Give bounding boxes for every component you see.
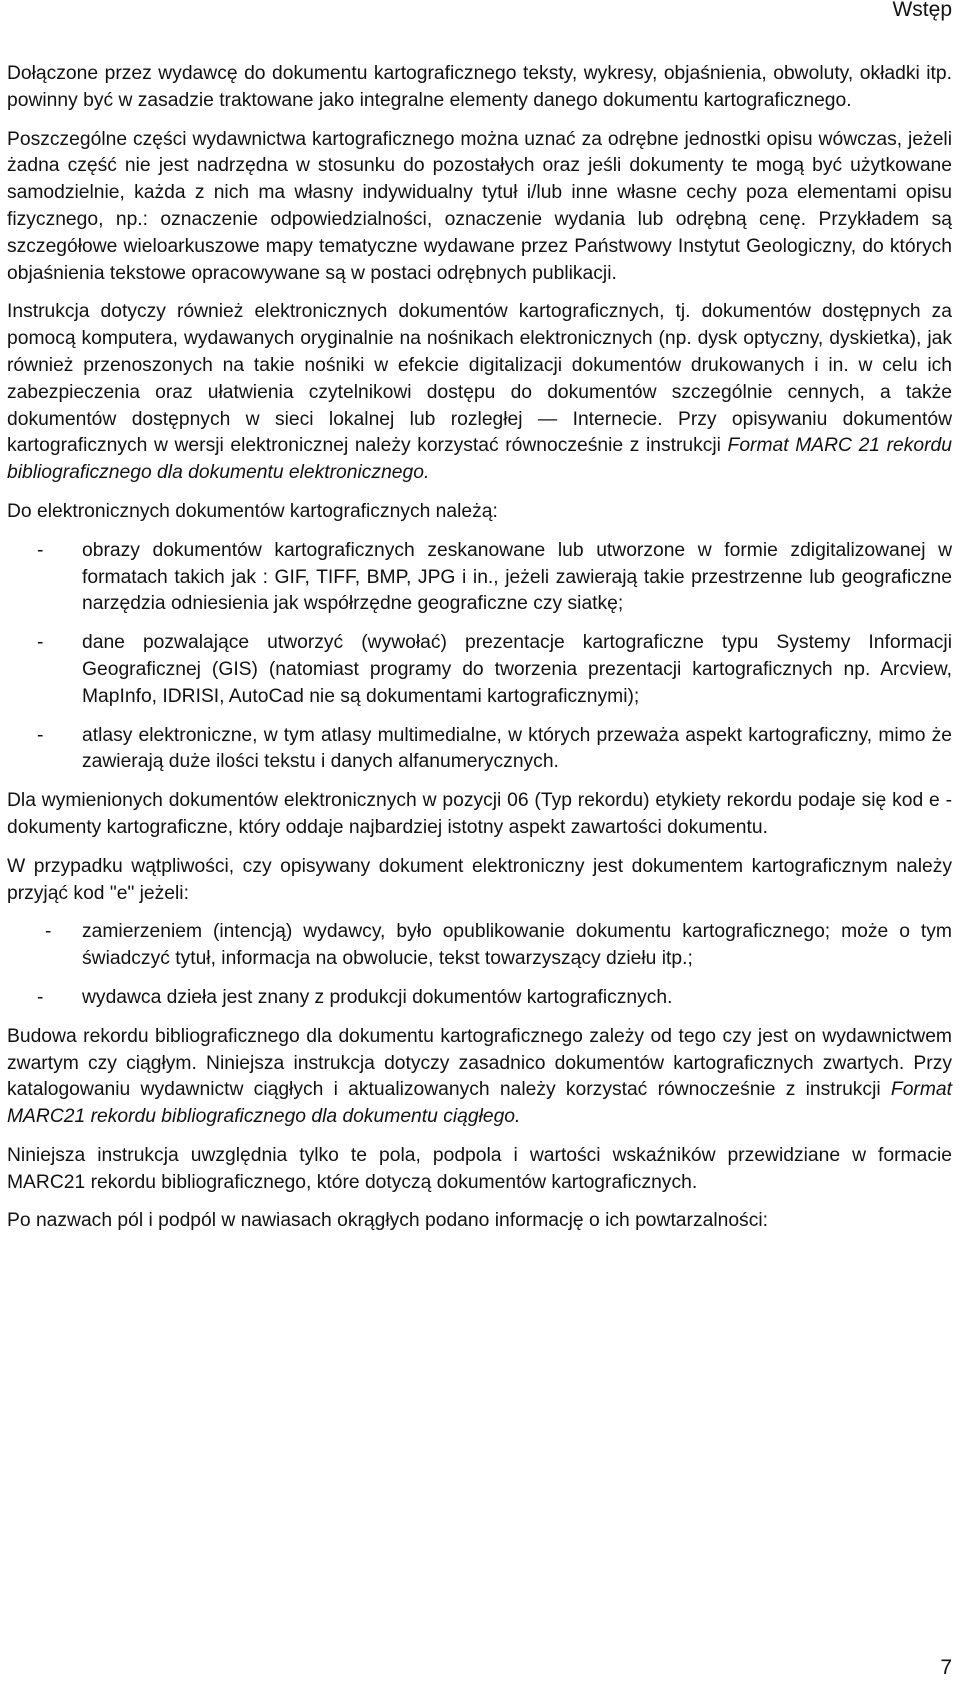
list-item: - dane pozwalające utworzyć (wywołać) prezentacje kartograficzne typu Systemy Informacji Geograficznej (GIS) (natomiast programy do tworzenia prezentacji kartograficznych np. Arcview, MapInfo, IDRISI, AutoCad nie są dokumentami kartograficznymi); xyxy=(37,632,952,707)
list-item: - obrazy dokumentów kartograficznych zeskanowane lub utworzone w formie zdigitalizowanej w formatach takich jak : GIF, TIFF, BMP, JPG i in., jeżeli zawierają takie przestrzenne lub geograficzne narzędzia odniesienia jak współrzędne geograficzne czy siatkę; xyxy=(37,539,952,615)
paragraph: Po nazwach pól i podpól w nawiasach okrągłych podano informację o ich powtarzalności: xyxy=(7,1210,768,1232)
paragraph: Budowa rekordu bibliograficznego dla dokumentu kartograficznego zależy od tego czy jest on wydawnictwem zwartym czy ciągłym. Niniejsza instrukcja dotyczy zasadnico dokumentów kartograficznych zwartych. Przy katalogowaniu wydawnictw ciągłych i aktualizowanych należy korzystać równocześnie z instrukcji Format MARC21 rekordu bibliograficznego dla dokumentu ciągłego. xyxy=(7,1025,952,1128)
paragraph: Poszczególne części wydawnictwa kartograficznego można uznać za odrębne jednostki opisu wówczas, jeżeli żadna część nie jest nadrzędna w stosunku do pozostałych oraz jeśli dokumenty te mogą być użytkowane samodzielnie, każda z nich ma własny indywidualny tytuł i/lub inne własne cechy poza elementami opisu fizycznego, np.: oznaczenie odpowiedzialności, oznaczenie wydania lub odrębną cenę. Przykładem są szczegółowe wieloarkuszowe mapy tematyczne wydawane przez Państwowy Instytut Geologiczny, do których objaśnienia tekstowe opracowywane są w postaci odrębnych publikacji. xyxy=(7,128,952,284)
document-body xyxy=(7,61,952,1247)
paragraph: Dołączone przez wydawcę do dokumentu kartograficznego teksty, wykresy, objaśnienia, obwoluty, okładki itp. powinny być w zasadzie traktowane jako integralne elementy danego dokumentu kartograficznego. xyxy=(7,63,952,111)
paragraph: Dla wymienionych dokumentów elektronicznych w pozycji 06 (Typ rekordu) etykiety rekordu podaje się kod e - dokumenty kartograficzne, który oddaje najbardziej istotny aspekt zawartości dokumentu. xyxy=(7,790,952,838)
paragraph: Niniejsza instrukcja uwzględnia tylko te pola, podpola i wartości wskaźników przewidziane w formacie MARC21 rekordu bibliograficznego, które dotyczą dokumentów kartograficznych. xyxy=(7,1144,952,1193)
list-marker: - xyxy=(37,986,44,1008)
section-header: Wstęp xyxy=(892,0,952,21)
paragraph: Do elektronicznych dokumentów kartograficznych należą: xyxy=(7,500,498,522)
list-marker: - xyxy=(45,921,52,943)
list-item: - wydawca dzieła jest znany z produkcji dokumentów kartograficznych. xyxy=(7,985,952,1012)
list-marker: - xyxy=(37,724,44,746)
list-marker: - xyxy=(37,539,44,561)
paragraph: W przypadku wątpliwości, czy opisywany dokument elektroniczny jest dokumentem kartograficznym należy przyjąć kod "e" jeżeli: xyxy=(7,855,952,904)
italic-title: Format MARC 21 rekordu bibliograficznego dla dokumentu elektronicznego. xyxy=(7,435,952,484)
list-item: - atlasy elektroniczne, w tym atlasy multimedialne, w których przeważa aspekt kartograficzny, mimo że zawierają duże ilości tekstu i danych alfanumerycznych. xyxy=(37,724,952,773)
page-number: 7 xyxy=(940,1656,952,1679)
italic-title: Format MARC21 rekordu bibliograficznego dla dokumentu ciągłego. xyxy=(7,1079,952,1128)
list-marker: - xyxy=(37,632,44,654)
list-item: - zamierzeniem (intencją) wydawcy, było opublikowanie dokumentu kartograficznego; może o tym świadczyć tytuł, informacja na obwolucie, tekst towarzyszący dziełu itp.; xyxy=(45,921,952,970)
paragraph: Instrukcja dotyczy również elektronicznych dokumentów kartograficznych, tj. dokumentów dostępnych za pomocą komputera, wydawanych oryginalnie na nośnikach elektronicznych (np. dysk optyczny, dyskietka), jak również przenoszonych na takie nośniki w efekcie digitalizacji dokumentów drukowanych i in. w celu ich zabezpieczenia oraz ułatwienia czytelnikowi dostępu do dokumentów szczególnie cennych, a także dokumentów dostępnych w sieci lokalnej lub rozległej ― Internecie. Przy opisywaniu dokumentów kartograficznych w wersji elektronicznej należy korzystać równocześnie z instrukcji Format MARC 21 rekordu bibliograficznego dla dokumentu elektronicznego. xyxy=(7,301,952,484)
